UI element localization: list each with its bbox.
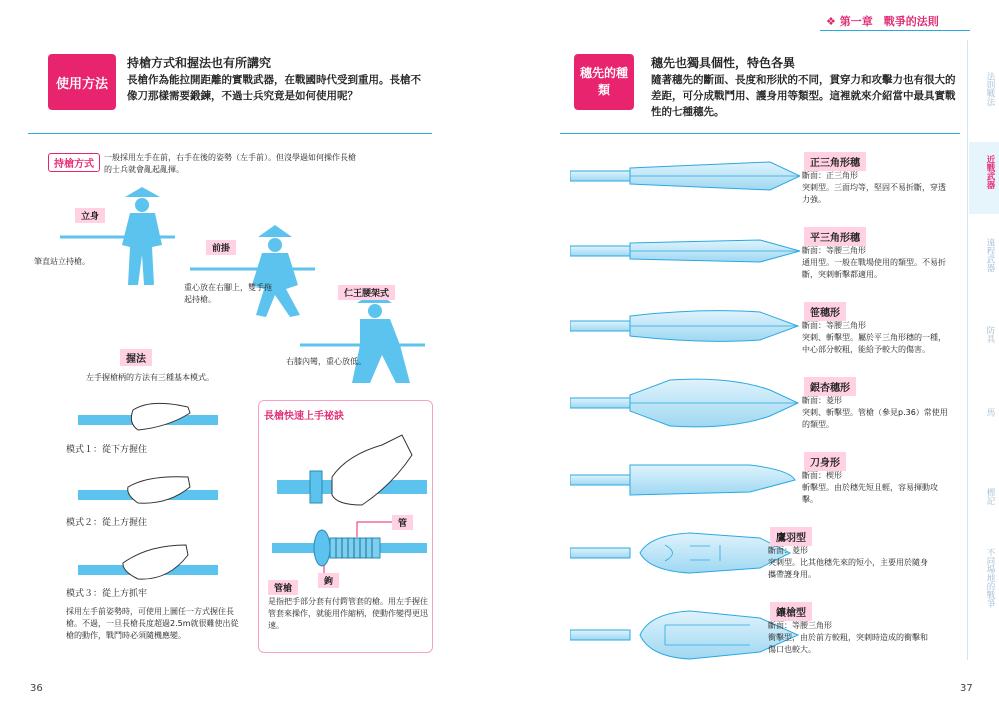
spear-name-6: 鷹羽型 — [770, 527, 812, 546]
left-rule — [28, 133, 432, 134]
sidebar-item-1[interactable]: 法則戰法 — [985, 72, 995, 106]
sidebar-line — [967, 40, 968, 660]
spear-desc-1: 斷面：正三角形 突刺型。三面均等，堅固不易折斷，穿透力強。 — [802, 171, 946, 204]
stance3-label: 仁王腰架式 — [338, 285, 395, 300]
spear-name-1: 正三角形穗 — [804, 152, 866, 171]
right-rule — [560, 133, 960, 134]
holding-desc: 一般採用左手在前，右手在後的姿勢（左手前）。但沒學過如何操作長槍的士兵就會亂起亂揮。 — [104, 153, 356, 174]
right-section-box: 穗先的種類 — [574, 54, 634, 110]
stance2-label: 前掛 — [206, 240, 236, 255]
spear-name-2: 平三角形穗 — [804, 227, 866, 246]
left-title: 持槍方式和握法也有所講究 — [127, 56, 272, 70]
grip-tag: 握法 — [120, 349, 152, 366]
tip-hook-label: 鉤 — [318, 573, 339, 588]
holding-tag: 持槍方式 — [48, 153, 100, 172]
sidebar-item-6[interactable]: 標記 — [985, 488, 995, 505]
grip-mode3: 模式３：從上方抓牢 — [66, 589, 148, 599]
stance1-desc: 筆直站立持槍。 — [34, 257, 90, 266]
grip-mode1: 模式１：從下方握住 — [66, 445, 148, 455]
stance1-label: 立身 — [75, 208, 105, 223]
page-number-left: 36 — [30, 683, 43, 694]
left-intro: 長槍作為能拉開距離的實戰武器，在戰國時代受到重用。長槍不像刀那樣需要鍛鍊，不過士兵究竟是如何使用呢？ — [127, 74, 421, 102]
spear-name-5: 刀身形 — [804, 452, 846, 471]
right-title: 穗先也獨具個性，特色各異 — [651, 56, 796, 70]
page-number-right: 37 — [960, 683, 973, 694]
grip-note: 採用左手前姿勢時，可使用上圖任一方式握住長槍。不過，一旦長槍長度超過2.5m就很難使出從槍的動作，戰鬥時必須隨機應變。 — [66, 607, 239, 640]
header-rule — [820, 30, 970, 31]
sidebar-item-2[interactable]: 近戰武器 — [985, 155, 995, 189]
spear-heads — [570, 140, 800, 670]
grip-mode2: 模式２：從上方握住 — [66, 518, 148, 528]
spear-name-7: 鑲槍型 — [770, 602, 812, 621]
tip-pipe-label: 管 — [392, 515, 413, 530]
spear-desc-4: 斷面：菱形 突刺、斬擊型。管槍（參見p.36）常使用的類型。 — [802, 396, 948, 429]
spear-desc-2: 斷面：等腰三角形 通用型。一般在戰場使用的類型。不易折斷，突刺斬擊都適用。 — [802, 246, 946, 279]
spear-desc-6: 斷面：菱形 突刺型。比其他穗先來的短小，主要用於隨身攜帶護身用。 — [768, 546, 928, 579]
tip-desc: 是指把手部分套有付鍔管套的槍。用左手握住管套來操作，就能用作縮柄，使動作變得更迅速。 — [268, 597, 428, 630]
spear-name-4: 銀杏穗形 — [804, 377, 856, 396]
diamond-icon: ❖ — [826, 15, 836, 28]
stance3-desc: 右膝內彎，重心放低。 — [286, 357, 366, 366]
spear-desc-7: 斷面：等腰三角形 衝擊型，由於前方較粗，突刺時造成的衝擊和傷口也較大。 — [768, 621, 928, 654]
sidebar-item-4[interactable]: 防具 — [985, 326, 995, 343]
sidebar-item-3[interactable]: 遠程武器 — [985, 238, 995, 272]
sidebar-item-7[interactable]: 不同場地的戰爭 — [985, 548, 995, 608]
stance2-desc: 重心放在右腳上，雙手拖起持槍。 — [184, 283, 272, 304]
spear-desc-3: 斷面：等腰三角形 突刺、斬擊型。屬於平三角形穗的一種，中心部分較粗，能給予較大的傷害。 — [802, 321, 946, 354]
left-section-box: 使用方法 — [48, 54, 116, 110]
chapter-header: ❖ 第一章 戰爭的法則 — [826, 15, 939, 28]
sidebar-item-5[interactable]: 馬 — [985, 408, 995, 417]
grip-illustrations — [78, 395, 228, 590]
spear-name-3: 笹穗形 — [804, 302, 846, 321]
right-intro: 隨著穗先的斷面、長度和形狀的不同，貫穿力和攻擊力也有很大的差距，可分成戰鬥用、護身用等類型。這裡就來介紹當中最具實戰性的七種穗先。 — [651, 74, 956, 118]
figure-niou — [352, 291, 410, 383]
tip-title: 長槍快速上手祕訣 — [264, 411, 344, 422]
tip-label: 管槍 — [268, 580, 298, 595]
grip-desc: 左手握槍柄的方法有三種基本模式。 — [86, 373, 214, 382]
spear-desc-5: 斷面：楔形 斬擊型。由於穗先短且輕，容易揮動攻擊。 — [802, 471, 938, 504]
tip-illustration — [262, 425, 430, 595]
